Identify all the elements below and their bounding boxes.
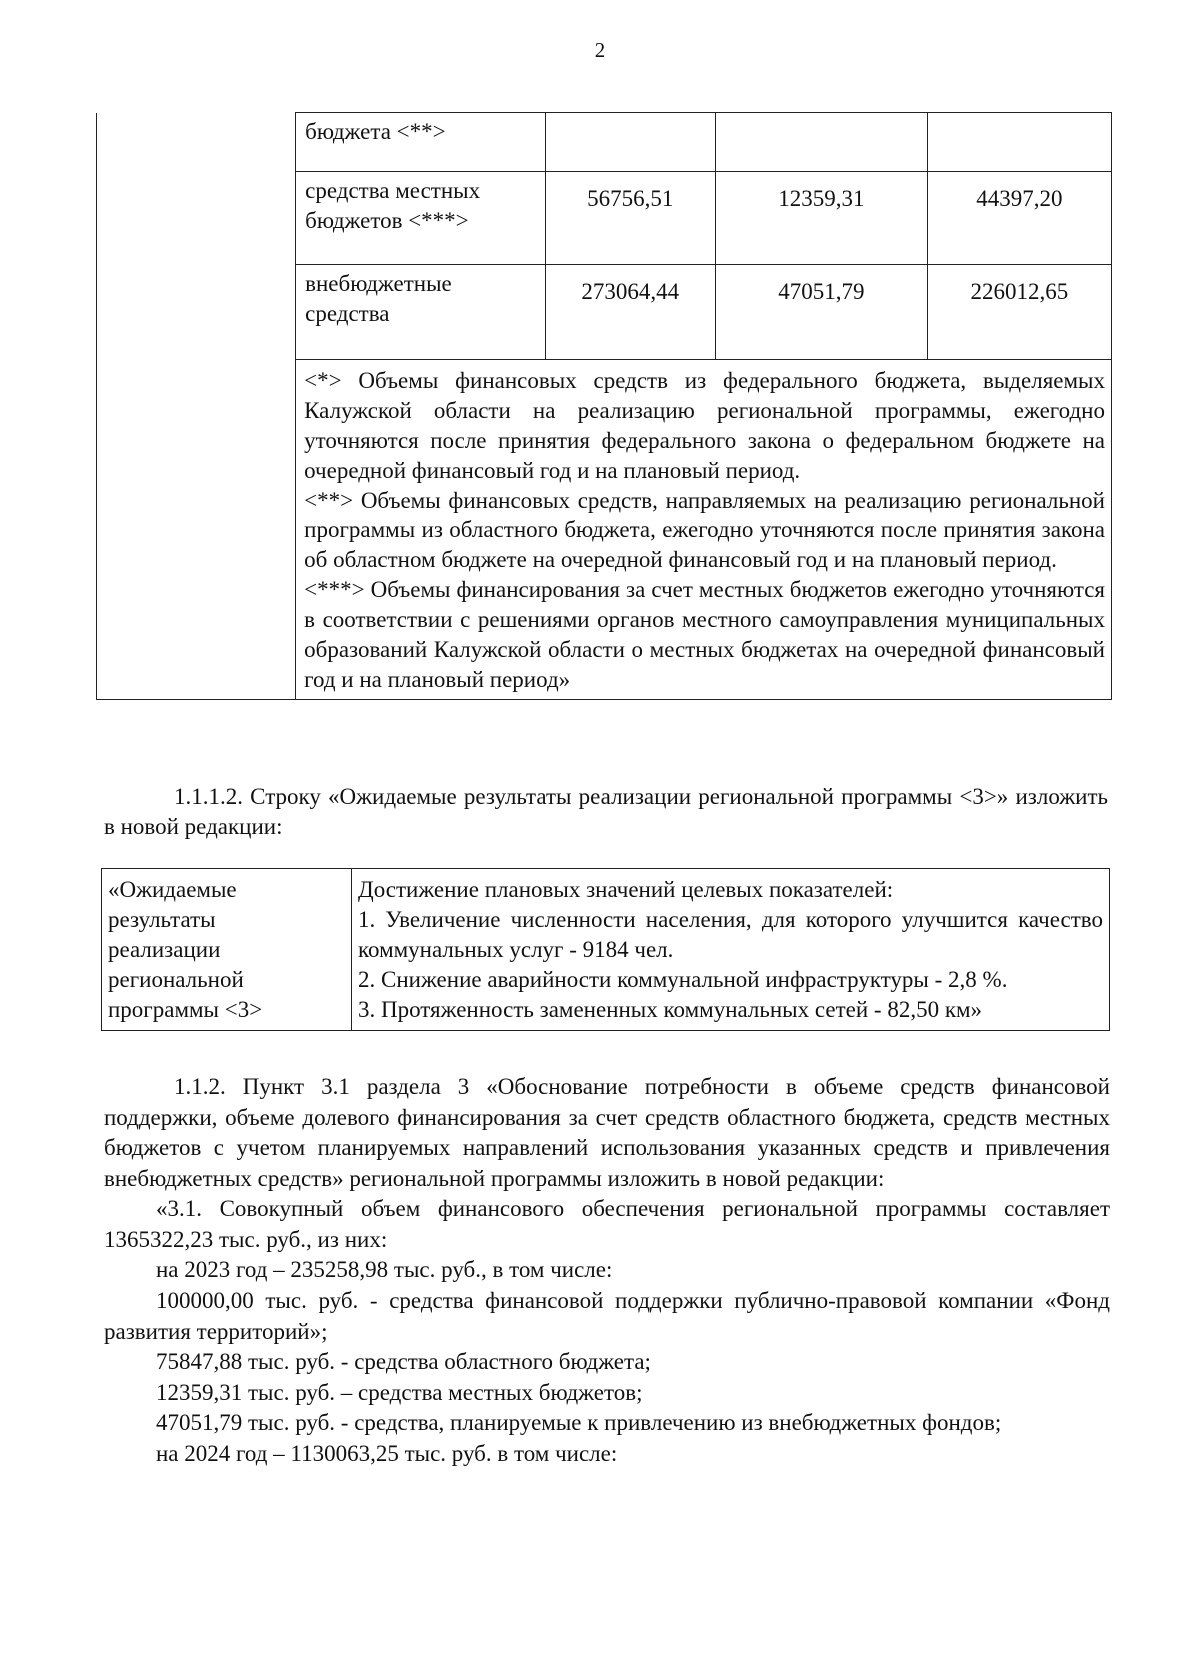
total-value [545, 113, 715, 172]
result-item: 1. Увеличение численности населения, для которого улучшится качество коммунальных услуг - 9184 чел. [358, 906, 1103, 962]
results-table [101, 868, 1110, 1031]
body-text [104, 1072, 1110, 1470]
total-value: 273064,44 [545, 265, 715, 360]
row-label: бюджета <**> [296, 113, 545, 172]
result-item: 2. Снижение аварийности коммунальной инфраструктуры - 2,8 %. [358, 966, 1008, 992]
footnotes [296, 360, 1112, 700]
list-item: 75847,88 тыс. руб. - средства областного бюджета; [156, 1349, 651, 1375]
row-label: внебюджетные средства [296, 265, 545, 360]
funding-table [96, 112, 1112, 700]
year-2024-value [927, 113, 1111, 172]
label-line: региональной [108, 966, 244, 992]
result-item: 3. Протяженность замененных коммунальных сетей - 82,50 км» [358, 996, 983, 1022]
section-3-1: «3.1. Совокупный объем финансового обеспечения региональной программы составляет 1365322,23 тыс. руб., из них: [104, 1196, 1110, 1252]
label-line: программы <3> [108, 996, 263, 1022]
table-row [102, 869, 1110, 1031]
year-2023-value: 12359,31 [715, 172, 927, 265]
year-2023-value [715, 113, 927, 172]
results-label-cell [102, 869, 352, 1031]
list-item: 47051,79 тыс. руб. - средства, планируемые к привлечению из внебюджетных фондов; [156, 1410, 1002, 1436]
clause-1-1-2: 1.1.2. Пункт 3.1 раздела 3 «Обоснование потребности в объеме средств финансовой поддержки, объеме долевого финансирования за счет средств областного бюджета, средств местных бюджетов с учетом планируемых направлений использования указанных средств и привлечения внебюджетных средств» региональной программы изложить в новой редакции: [104, 1074, 1110, 1191]
table-row [97, 113, 1112, 172]
label-line: реализации [108, 936, 221, 962]
empty-left-column [97, 113, 296, 700]
year-2024-value: 226012,65 [927, 265, 1111, 360]
results-content-cell [352, 869, 1110, 1031]
year-2024-value: 44397,20 [927, 172, 1111, 265]
footnote-local: <***> Объемы финансирования за счет местных бюджетов ежегодно уточняются в соответствии с решениями органов местного самоуправления муниципальных образований Калужской области о местных бюджетах на очередной финансовый год и на плановый период» [304, 577, 1105, 692]
label-line: «Ожидаемые [108, 877, 237, 902]
total-value: 56756,51 [545, 172, 715, 265]
year-2023-total: на 2023 год – 235258,98 тыс. руб., в том числе: [156, 1257, 613, 1283]
label-line: результаты [108, 906, 216, 932]
footnote-regional: <**> Объемы финансовых средств, направляемых на реализацию региональной программы из областного бюджета, ежегодно уточняются после принятия закона об областном бюджете на очередной финансовый год и на плановый период. [304, 487, 1105, 573]
year-2024-total: на 2024 год – 1130063,25 тыс. руб. в том числе: [156, 1440, 618, 1466]
list-item: 100000,00 тыс. руб. - средства финансовой поддержки публично-правовой компании «Фонд развития территорий»; [104, 1288, 1110, 1344]
results-heading: Достижение плановых значений целевых показателей: [358, 877, 894, 902]
row-label: средства местных бюджетов <***> [296, 172, 545, 265]
page-number: 2 [594, 38, 606, 62]
year-2023-value: 47051,79 [715, 265, 927, 360]
list-item: 12359,31 тыс. руб. – средства местных бюджетов; [156, 1379, 643, 1405]
clause-1-1-1-2: 1.1.1.2. Строку «Ожидаемые результаты реализации региональной программы <3>» изложить в новой редакции: [104, 784, 1108, 840]
footnote-federal: <*> Объемы финансовых средств из федерального бюджета, выделяемых Калужской области на реализацию региональной программы, ежегодно уточняются после принятия федерального закона о федеральном бюджете на очередной финансовый год и на плановый период. [304, 368, 1105, 483]
